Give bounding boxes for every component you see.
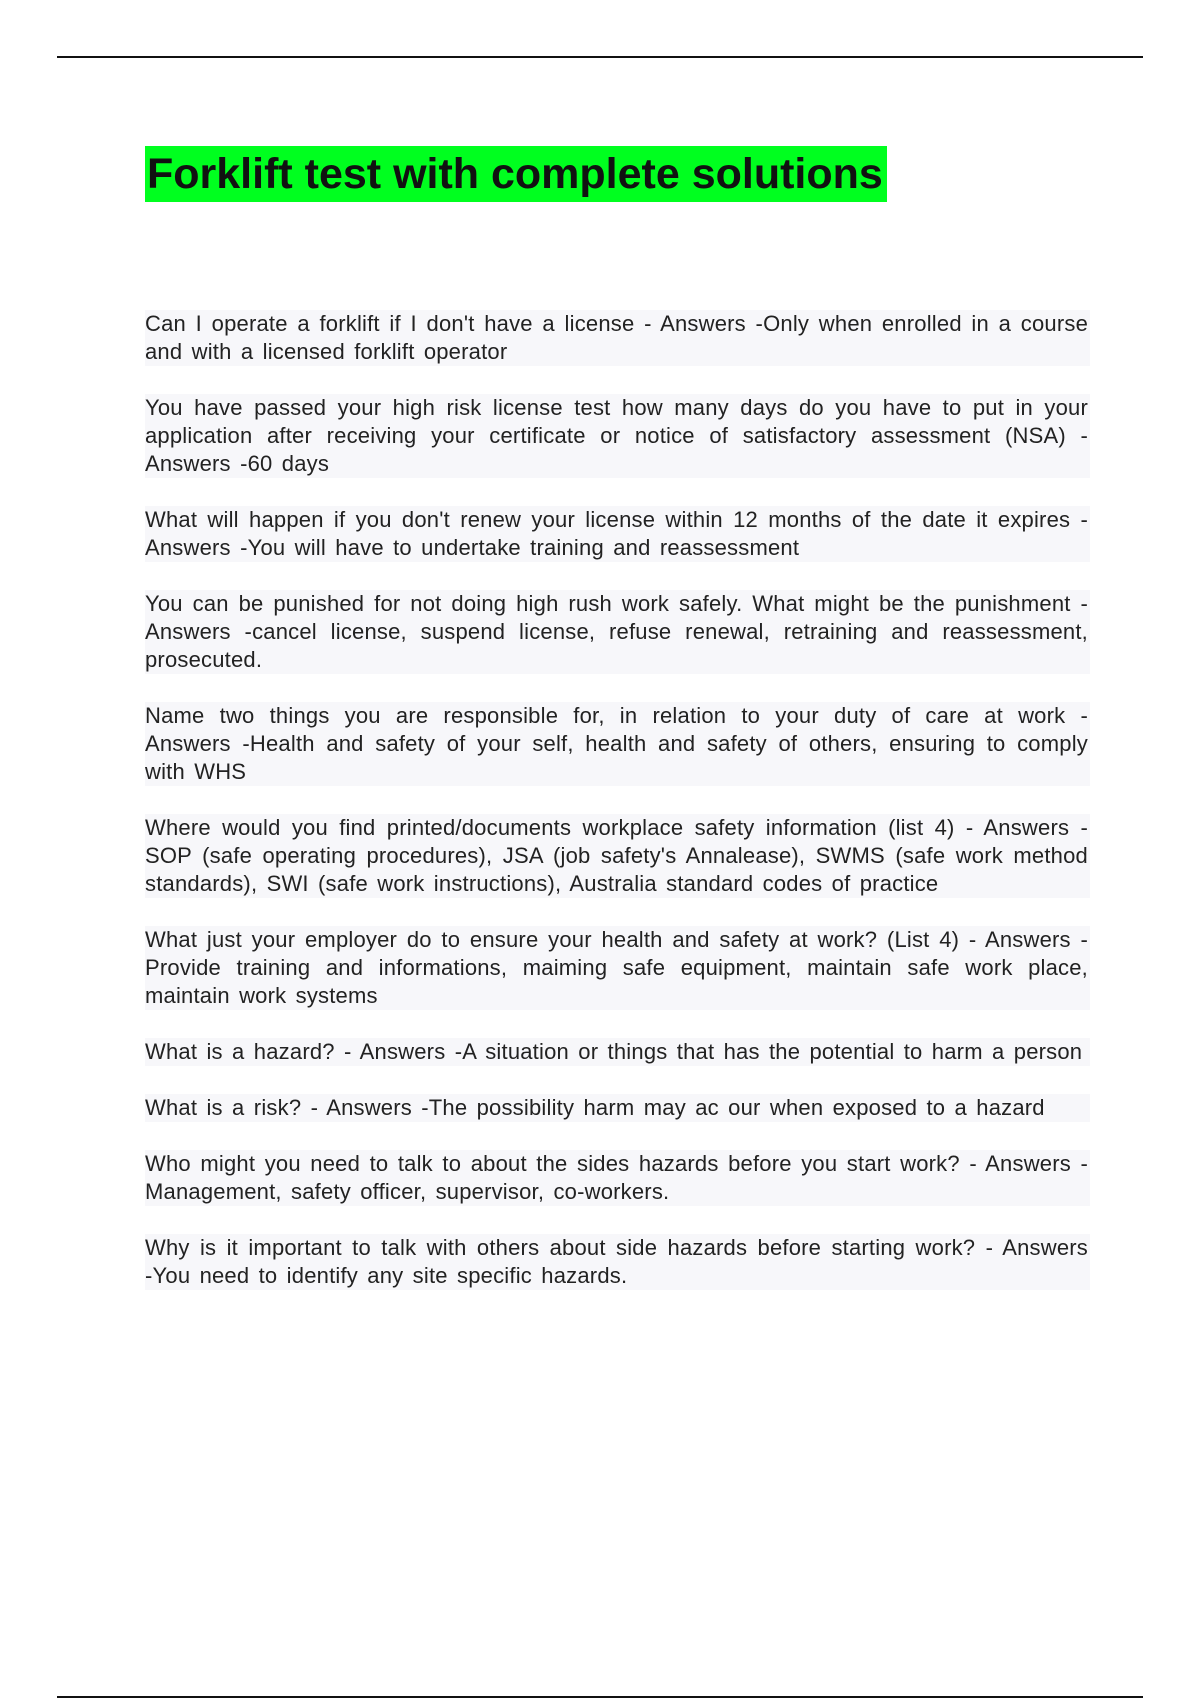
qa-item-10: Who might you need to talk to about the sides hazards before you start work? - Answers -Management, safety officer, supervisor, co-workers.: [145, 1151, 1088, 1204]
qa-item-1: Can I operate a forklift if I don't have a license - Answers -Only when enrolled in a course and with a licensed forklift operator: [145, 311, 1088, 364]
qa-item-4: You can be punished for not doing high rush work safely. What might be the punishment - Answers -cancel license, suspend license, refuse renewal, retraining and reassessment, prosecuted.: [145, 591, 1088, 672]
bottom-rule: [57, 1696, 1143, 1698]
qa-item-2: You have passed your high risk license test how many days do you have to put in your application after receiving your certificate or notice of satisfactory assessment (NSA) - Answers -60 days: [145, 395, 1088, 476]
qa-item-3: What will happen if you don't renew your license within 12 months of the date it expires - Answers -You will have to undertake training and reassessment: [145, 507, 1088, 560]
title-block: [145, 146, 887, 202]
qa-item-7: What just your employer do to ensure your health and safety at work? (List 4) - Answers -Provide training and informations, maiming safe equipment, maintain safe work place, maintain work systems: [145, 927, 1088, 1008]
top-rule: [57, 56, 1143, 58]
document-title: Forklift test with complete solutions: [145, 146, 887, 202]
qa-item-5: Name two things you are responsible for, in relation to your duty of care at work - Answers -Health and safety of your self, health and safety of others, ensuring to comply with WHS: [145, 703, 1088, 784]
qa-list: [145, 310, 1090, 1318]
qa-item-11: Why is it important to talk with others about side hazards before starting work? - Answers -You need to identify any site specific hazards.: [145, 1235, 1088, 1288]
qa-item-6: Where would you find printed/documents workplace safety information (list 4) - Answers -SOP (safe operating procedures), JSA (job safety's Annalease), SWMS (safe work method standards), SWI (safe work instructions), Australia standard codes of practice: [145, 815, 1088, 896]
qa-item-8: What is a hazard? - Answers -A situation or things that has the potential to harm a person: [145, 1038, 1090, 1066]
qa-item-9: What is a risk? - Answers -The possibility harm may ac our when exposed to a hazard: [145, 1094, 1090, 1122]
